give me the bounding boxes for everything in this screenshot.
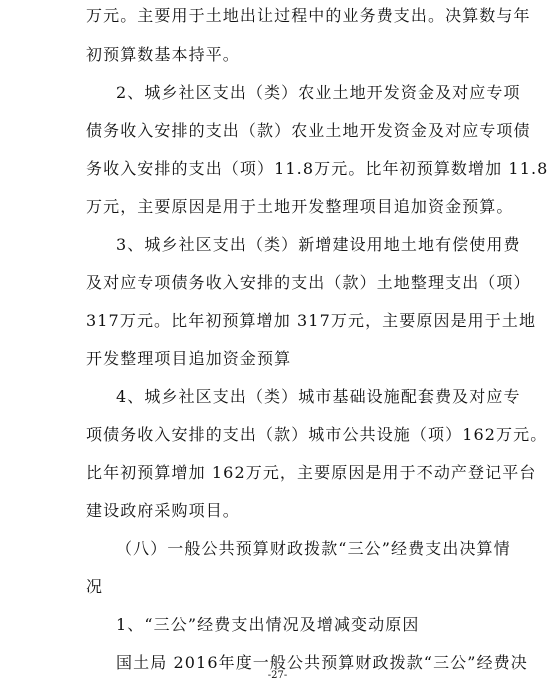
page-number: -27- [267, 670, 288, 681]
section-heading-continuation: 况 [86, 577, 104, 596]
subsection-heading: 1、“三公”经费支出情况及增减变动原因 [116, 615, 420, 634]
paragraph-line: 317万元。比年初预算增加 317万元，主要原因是用于土地 [86, 311, 537, 330]
paragraph-line: 2、城乡社区支出（类）农业土地开发资金及对应专项 [116, 83, 521, 102]
paragraph-line: 国土局 2016年度一般公共预算财政拨款“三公”经费决 [116, 653, 528, 672]
paragraph-line: 3、城乡社区支出（类）新增建设用地土地有偿使用费 [116, 235, 521, 254]
paragraph-line: 建设政府采购项目。 [86, 501, 240, 520]
paragraph-line: 4、城乡社区支出（类）城市基础设施配套费及对应专 [116, 387, 521, 406]
paragraph-line: 万元。主要用于土地出让过程中的业务费支出。决算数与年 [86, 6, 531, 25]
paragraph-line: 比年初预算增加 162万元，主要原因是用于不动产登记平台 [86, 463, 537, 482]
paragraph-line: 项债务收入安排的支出（款）城市公共设施（项）162万元。 [86, 425, 548, 444]
paragraph-line: 开发整理项目追加资金预算 [86, 349, 292, 368]
paragraph-line: 务收入安排的支出（项）11.8万元。比年初预算数增加 11.8 [86, 159, 549, 178]
paragraph-line: 及对应专项债务收入安排的支出（款）土地整理支出（项） [86, 273, 531, 292]
paragraph-line: 万元，主要原因是用于土地开发整理项目追加资金预算。 [86, 197, 514, 216]
paragraph-line: 债务收入安排的支出（款）农业土地开发资金及对应专项债 [86, 121, 531, 140]
paragraph-line: 初预算数基本持平。 [86, 45, 240, 64]
section-heading: （八）一般公共预算财政拨款“三公”经费支出决算情 [116, 539, 511, 558]
